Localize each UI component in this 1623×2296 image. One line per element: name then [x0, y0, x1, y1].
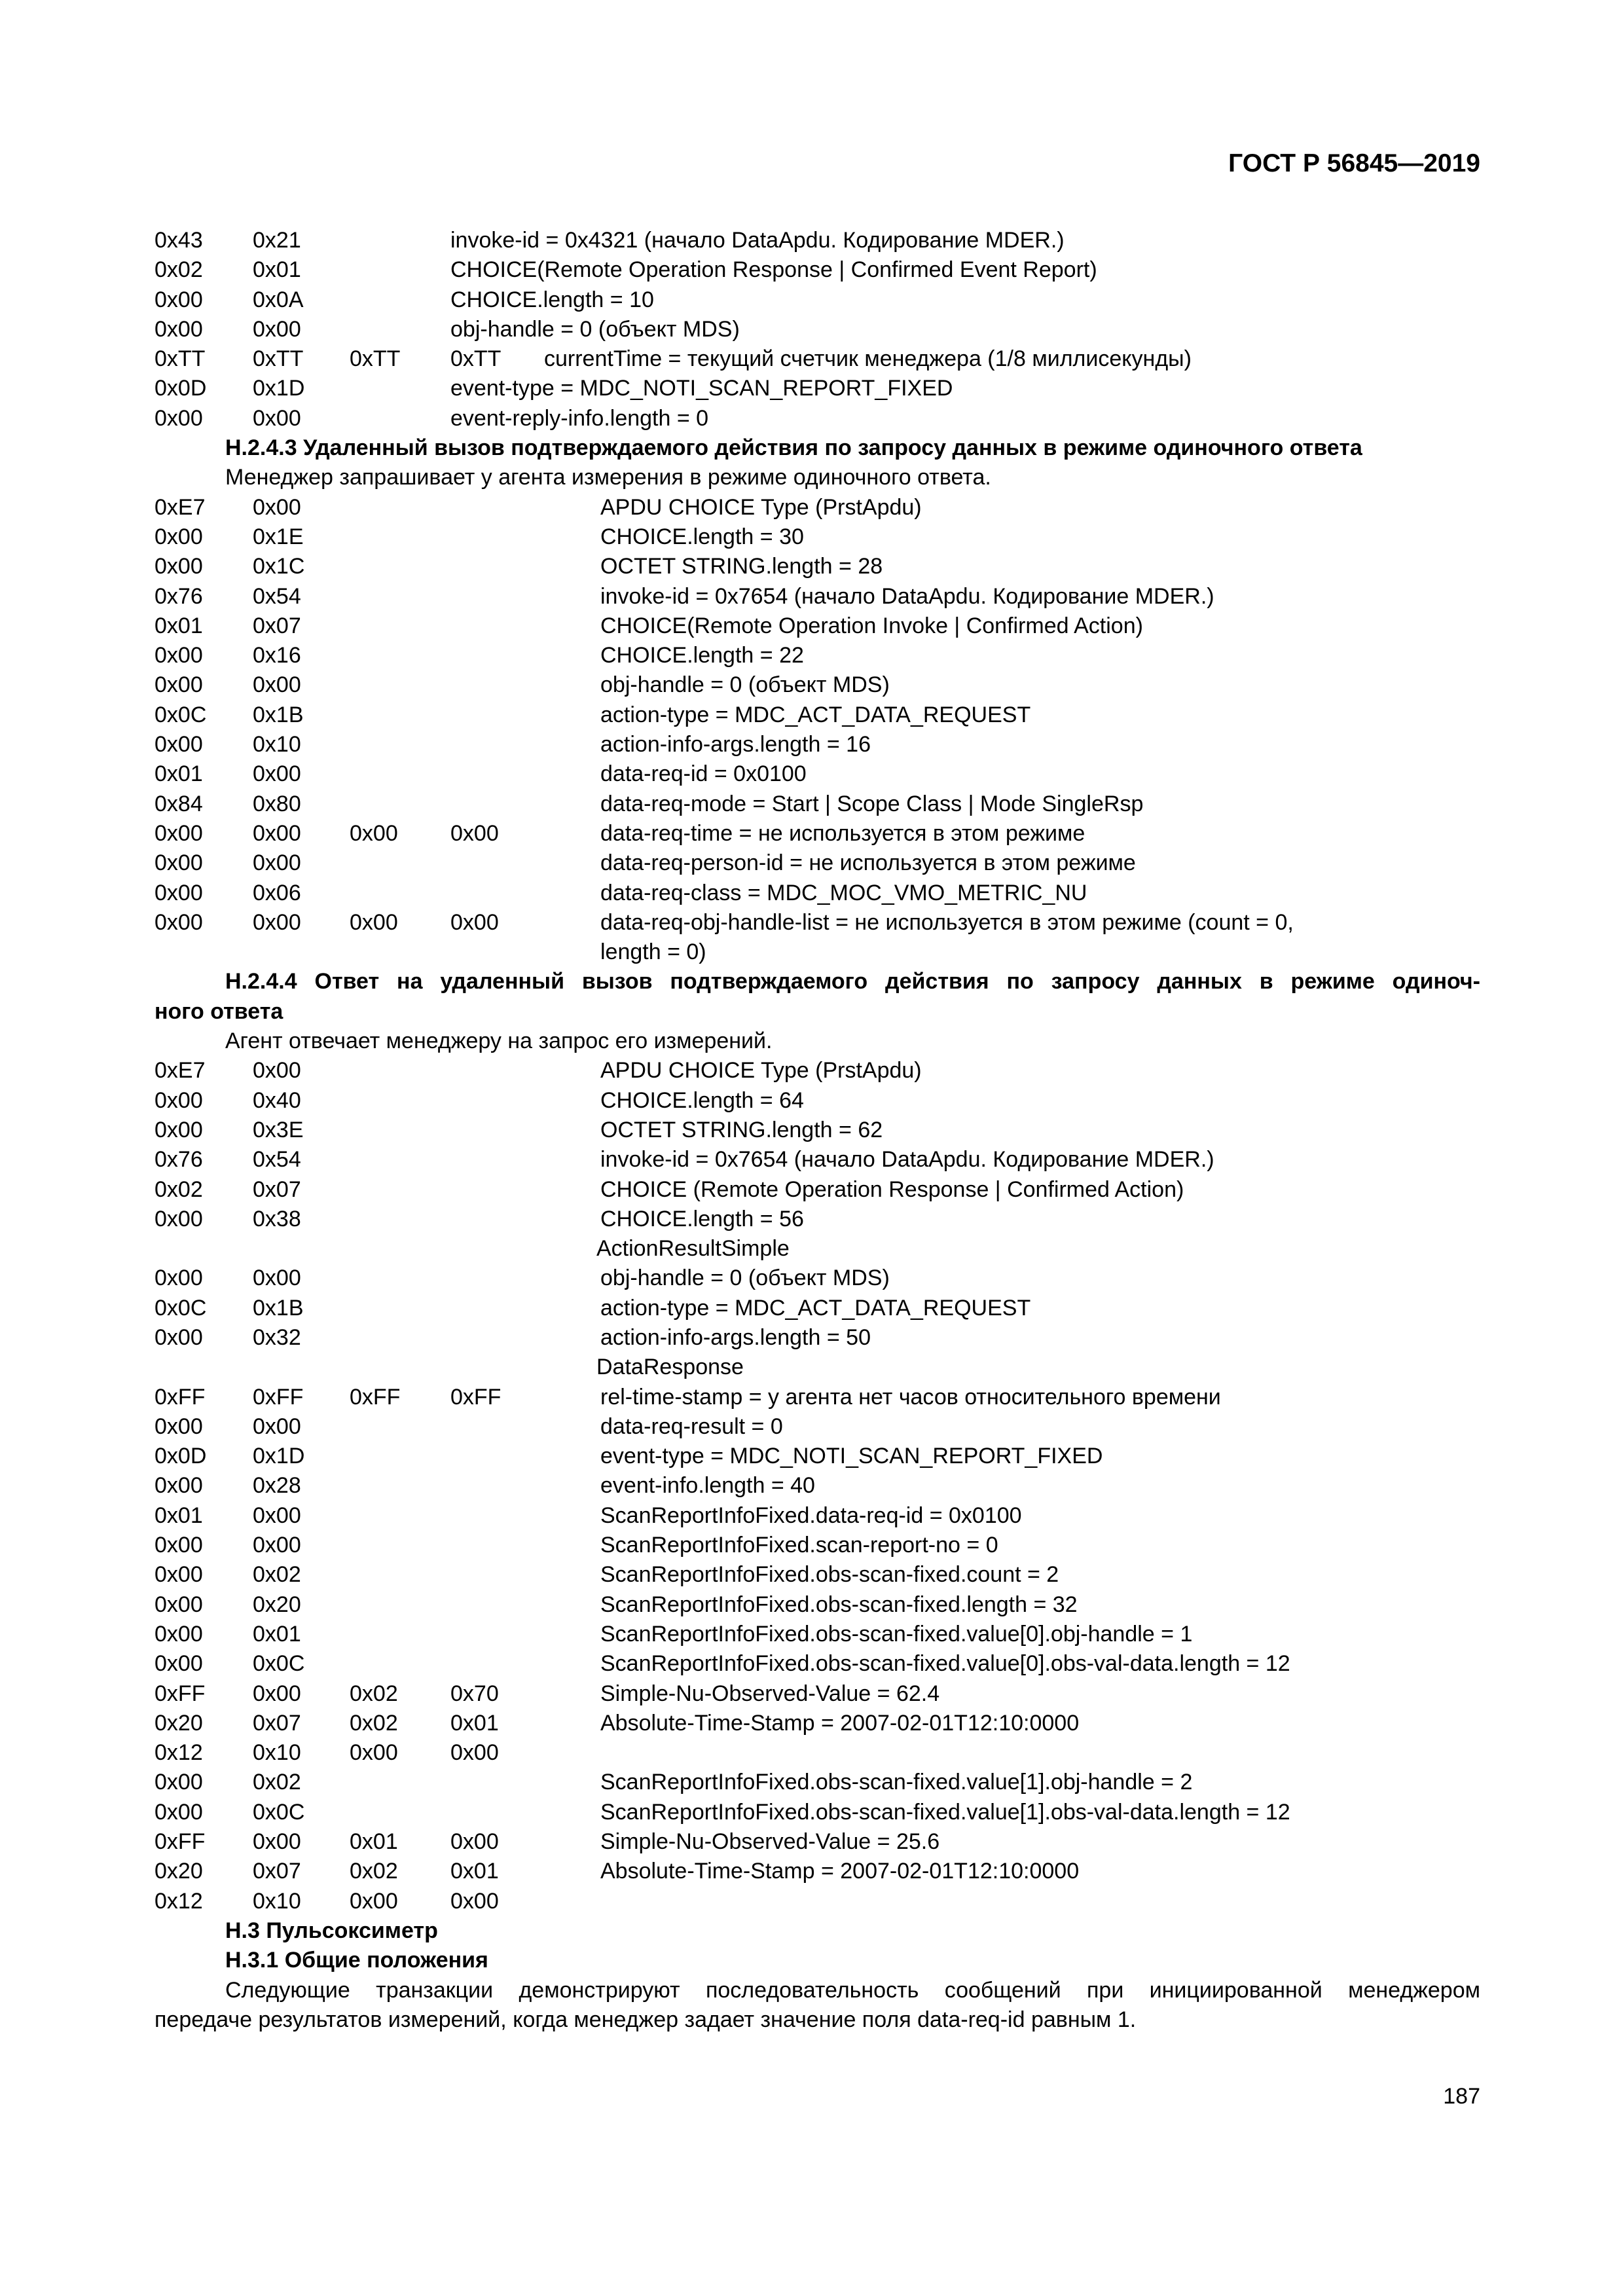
hex-row [155, 374, 1480, 403]
hex-byte-cell: 0x21 [253, 228, 301, 253]
hex-byte-cell: 0x06 [253, 880, 301, 905]
hex-byte-cell: 0xFF [155, 1829, 206, 1855]
hex-row [155, 582, 1480, 611]
hex-byte-cell: 0xFF [253, 1384, 304, 1410]
hex-byte-cell: 0x07 [253, 613, 301, 638]
hex-row [155, 1412, 1480, 1442]
document-header: ГОСТ Р 56845—2019 [1228, 149, 1480, 177]
hex-byte-cell: 0x00 [253, 1058, 301, 1084]
field-description: Absolute-Time-Stamp = 2007-02-01T12:10:0000 [600, 1710, 1080, 1736]
hex-byte-cell: 0x00 [253, 316, 301, 342]
hex-byte-cell: 0xTT [253, 346, 304, 372]
hex-byte-cell: 0x3E [253, 1117, 304, 1142]
hex-byte-cell: 0x00 [155, 1621, 203, 1647]
hex-row [155, 255, 1480, 285]
hex-row [155, 1442, 1480, 1471]
hex-byte-cell: 0x1B [253, 702, 304, 727]
hex-byte-cell: 0x00 [155, 1592, 203, 1617]
hex-row [155, 1798, 1480, 1827]
hex-byte-cell: 0x02 [253, 1562, 301, 1588]
hex-byte-cell: 0x00 [155, 880, 203, 905]
hex-row [155, 1738, 1480, 1768]
field-description: APDU CHOICE Type (PrstApdu) [600, 494, 922, 520]
hex-byte-cell: 0xTT [450, 346, 501, 372]
field-description: data-req-time = не используется в этом режиме [600, 820, 1085, 846]
hex-dump-block-3 [155, 1056, 1480, 1916]
hex-byte-cell: 0x02 [155, 257, 203, 283]
field-description: data-req-obj-handle-list = не используется в этом режиме (count = 0, [600, 909, 1294, 935]
hex-row [155, 1323, 1480, 1353]
hex-row [155, 1264, 1480, 1293]
hex-row [155, 404, 1480, 433]
page-number: 187 [1443, 2084, 1480, 2109]
hex-byte-cell: 0x10 [253, 1740, 301, 1766]
hex-byte-cell: 0x01 [155, 613, 203, 638]
hex-byte-cell: 0xFF [450, 1384, 501, 1410]
hex-byte-cell: 0x40 [253, 1087, 301, 1113]
hex-byte-cell: 0x43 [155, 228, 203, 253]
field-description: invoke-id = 0x7654 (начало DataApdu. Кодирование MDER.) [600, 583, 1214, 609]
hex-row [155, 1620, 1480, 1649]
field-description: ActionResultSimple [596, 1236, 790, 1262]
hex-byte-cell: 0x02 [350, 1859, 398, 1884]
hex-byte-cell: 0x00 [350, 1888, 398, 1914]
field-description: obj-handle = 0 (объект MDS) [600, 1266, 890, 1291]
hex-byte-cell: 0x00 [155, 732, 203, 757]
field-description: action-info-args.length = 16 [600, 732, 871, 757]
hex-byte-cell: 0x00 [253, 909, 301, 935]
field-description: CHOICE.length = 22 [600, 643, 804, 668]
paragraph-line-1: Следующие транзакции демонстрируют последовательность сообщений при инициированной менеджером [225, 1977, 1480, 2003]
hex-row [155, 790, 1480, 819]
hex-byte-cell: 0x01 [450, 1710, 499, 1736]
hex-row [155, 1887, 1480, 1916]
field-description: Simple-Nu-Observed-Value = 25.6 [600, 1829, 940, 1855]
hex-byte-cell: 0x00 [253, 1266, 301, 1291]
hex-row [155, 879, 1480, 908]
hex-byte-cell: 0x20 [253, 1592, 301, 1617]
document-body [155, 226, 1480, 2035]
hex-row [155, 1857, 1480, 1886]
hex-byte-cell: 0x02 [350, 1681, 398, 1706]
hex-byte-cell: 0x02 [350, 1710, 398, 1736]
hex-byte-cell: 0x00 [253, 1829, 301, 1855]
hex-byte-cell: 0x00 [450, 1888, 499, 1914]
field-description: data-req-mode = Start | Scope Class | Mode SingleRsp [600, 791, 1144, 816]
hex-byte-cell: 0x38 [253, 1206, 301, 1231]
hex-row [155, 493, 1480, 522]
hex-byte-cell: 0x76 [155, 1147, 203, 1173]
hex-byte-cell: 0x54 [253, 583, 301, 609]
hex-row [155, 1827, 1480, 1857]
hex-byte-cell: 0x07 [253, 1710, 301, 1736]
hex-byte-cell: 0x1D [253, 1444, 305, 1469]
field-description: OCTET STRING.length = 62 [600, 1117, 883, 1142]
hex-row [155, 1590, 1480, 1620]
hex-row [155, 285, 1480, 315]
section-heading-h243: H.2.4.3 Удаленный вызов подтверждаемого действия по запросу данных в режиме одиночного ответа [225, 435, 1362, 461]
hex-byte-cell: 0x00 [155, 1087, 203, 1113]
field-description: ScanReportInfoFixed.obs-scan-fixed.value[0].obs-val-data.length = 12 [600, 1651, 1290, 1677]
hex-byte-cell: 0x00 [253, 494, 301, 520]
field-description: OCTET STRING.length = 28 [600, 554, 883, 579]
hex-byte-cell: 0x00 [450, 1740, 499, 1766]
hex-byte-cell: 0x76 [155, 583, 203, 609]
hex-byte-cell: 0x00 [155, 1206, 203, 1231]
field-description: DataResponse [596, 1355, 744, 1380]
field-description: event-reply-info.length = 0 [450, 405, 709, 431]
hex-byte-cell: 0x00 [155, 1324, 203, 1350]
hex-byte-cell: 0xE7 [155, 1058, 206, 1084]
field-description: CHOICE.length = 64 [600, 1087, 804, 1113]
hex-byte-cell: 0x00 [253, 820, 301, 846]
hex-byte-cell: 0x0D [155, 1444, 207, 1469]
section-heading-h244-line2: ного ответа [155, 998, 283, 1024]
hex-byte-cell: 0x01 [155, 761, 203, 787]
field-description: length = 0) [600, 939, 706, 965]
hex-byte-cell: 0xE7 [155, 494, 206, 520]
hex-row [155, 759, 1480, 789]
hex-byte-cell: 0x20 [155, 1710, 203, 1736]
field-description: event-type = MDC_NOTI_SCAN_REPORT_FIXED [600, 1444, 1103, 1469]
field-description: CHOICE(Remote Operation Invoke | Confirmed Action) [600, 613, 1143, 638]
hex-byte-cell: 0x0C [155, 1295, 207, 1321]
hex-byte-cell: 0x00 [155, 1266, 203, 1291]
hex-byte-cell: 0x00 [155, 672, 203, 698]
hex-byte-cell: 0xTT [155, 346, 206, 372]
hex-row [155, 1145, 1480, 1175]
hex-byte-cell: 0x70 [450, 1681, 499, 1706]
hex-byte-cell: 0xFF [155, 1384, 206, 1410]
hex-row [155, 1531, 1480, 1560]
hex-dump-block-2 [155, 493, 1480, 968]
hex-row [155, 1205, 1480, 1234]
hex-byte-cell: 0x16 [253, 643, 301, 668]
field-description: Absolute-Time-Stamp = 2007-02-01T12:10:0000 [600, 1859, 1080, 1884]
hex-byte-cell: 0x01 [450, 1859, 499, 1884]
field-description: data-req-result = 0 [600, 1413, 783, 1439]
hex-row [155, 1056, 1480, 1085]
field-description: ScanReportInfoFixed.obs-scan-fixed.value[1].obs-val-data.length = 12 [600, 1799, 1290, 1825]
field-description: ScanReportInfoFixed.scan-report-no = 0 [600, 1533, 998, 1558]
hex-byte-cell: 0x00 [350, 909, 398, 935]
hex-byte-cell: 0x00 [253, 1413, 301, 1439]
hex-byte-cell: 0x0D [155, 376, 207, 401]
hex-row [155, 819, 1480, 848]
hex-byte-cell: 0x00 [450, 820, 499, 846]
hex-byte-cell: 0x00 [450, 1829, 499, 1855]
hex-byte-cell: 0x12 [155, 1888, 203, 1914]
hex-byte-cell: 0x20 [155, 1859, 203, 1884]
hex-row [155, 1383, 1480, 1412]
hex-byte-cell: 0x00 [155, 1533, 203, 1558]
hex-byte-cell: 0x00 [155, 1651, 203, 1677]
hex-byte-cell: 0x00 [253, 672, 301, 698]
field-description: obj-handle = 0 (объект MDS) [600, 672, 890, 698]
hex-byte-cell: 0x1E [253, 524, 304, 549]
field-description: event-info.length = 40 [600, 1473, 815, 1499]
field-description: action-info-args.length = 50 [600, 1324, 871, 1350]
hex-byte-cell: 0xFF [350, 1384, 401, 1410]
hex-byte-cell: 0x0A [253, 287, 304, 312]
hex-byte-cell: 0x07 [253, 1176, 301, 1202]
section-heading-h244 [155, 967, 1480, 1027]
field-description: CHOICE(Remote Operation Response | Confirmed Event Report) [450, 257, 1097, 283]
field-description: ScanReportInfoFixed.obs-scan-fixed.value[0].obj-handle = 1 [600, 1621, 1193, 1647]
hex-byte-cell: 0x01 [350, 1829, 398, 1855]
hex-row [155, 1679, 1480, 1709]
field-description: data-req-class = MDC_MOC_VMO_METRIC_NU [600, 880, 1087, 905]
hex-byte-cell: 0x00 [253, 405, 301, 431]
hex-byte-cell: 0x00 [155, 643, 203, 668]
hex-byte-cell: 0x02 [253, 1770, 301, 1795]
hex-row [155, 611, 1480, 641]
hex-row [155, 1116, 1480, 1145]
field-description: CHOICE.length = 30 [600, 524, 804, 549]
section-heading-h244-line1: H.2.4.4 Ответ на удаленный вызов подтверждаемого действия по запросу данных в режиме одиноч- [225, 969, 1480, 994]
hex-byte-cell: 0x00 [450, 909, 499, 935]
hex-byte-cell: 0x1B [253, 1295, 304, 1321]
field-description: action-type = MDC_ACT_DATA_REQUEST [600, 1295, 1031, 1321]
section-paragraph-h31 [155, 1976, 1480, 2035]
hex-row [155, 1560, 1480, 1590]
hex-byte-cell: 0x00 [155, 405, 203, 431]
hex-byte-cell: 0x00 [253, 1681, 301, 1706]
hex-byte-cell: 0x32 [253, 1324, 301, 1350]
hex-row [155, 1294, 1480, 1323]
section-heading-h3: H.3 Пульсоксиметр [225, 1918, 438, 1943]
hex-row [155, 1709, 1480, 1738]
hex-row [155, 938, 1480, 967]
hex-byte-cell: 0x00 [155, 1413, 203, 1439]
hex-byte-cell: 0x80 [253, 791, 301, 816]
field-description: APDU CHOICE Type (PrstApdu) [600, 1058, 922, 1084]
hex-byte-cell: 0x00 [155, 1799, 203, 1825]
hex-row [155, 315, 1480, 344]
hex-row [155, 226, 1480, 255]
hex-byte-cell: 0x84 [155, 791, 203, 816]
hex-byte-cell: 0x02 [155, 1176, 203, 1202]
hex-byte-cell: 0x00 [155, 1473, 203, 1499]
hex-byte-cell: 0x0C [253, 1651, 305, 1677]
field-description: CHOICE.length = 56 [600, 1206, 804, 1231]
hex-byte-cell: 0x00 [155, 554, 203, 579]
section-heading-h31: H.3.1 Общие положения [225, 1948, 488, 1973]
hex-byte-cell: 0x0C [253, 1799, 305, 1825]
hex-byte-cell: 0xTT [350, 346, 401, 372]
hex-row [155, 848, 1480, 878]
hex-byte-cell: 0x00 [155, 287, 203, 312]
hex-row [155, 1086, 1480, 1116]
hex-byte-cell: 0xFF [155, 1681, 206, 1706]
field-description: invoke-id = 0x7654 (начало DataApdu. Кодирование MDER.) [600, 1147, 1214, 1173]
section-intro-h244: Агент отвечает менеджеру на запрос его измерений. [225, 1029, 773, 1054]
hex-row [155, 1649, 1480, 1679]
hex-row [155, 641, 1480, 670]
hex-byte-cell: 0x00 [155, 524, 203, 549]
hex-byte-cell: 0x0C [155, 702, 207, 727]
hex-byte-cell: 0x00 [253, 850, 301, 876]
hex-byte-cell: 0x00 [253, 761, 301, 787]
hex-byte-cell: 0x12 [155, 1740, 203, 1766]
field-description: Simple-Nu-Observed-Value = 62.4 [600, 1681, 940, 1706]
hex-row [155, 1353, 1480, 1382]
hex-row [155, 670, 1480, 700]
hex-row [155, 1471, 1480, 1501]
hex-byte-cell: 0x00 [155, 1562, 203, 1588]
field-description: CHOICE (Remote Operation Response | Confirmed Action) [600, 1176, 1184, 1202]
field-description: invoke-id = 0x4321 (начало DataApdu. Кодирование MDER.) [450, 228, 1065, 253]
hex-byte-cell: 0x10 [253, 1888, 301, 1914]
hex-byte-cell: 0x1C [253, 554, 305, 579]
hex-byte-cell: 0x1D [253, 376, 305, 401]
hex-row [155, 730, 1480, 759]
hex-byte-cell: 0x00 [155, 1770, 203, 1795]
section-intro-h243: Менеджер запрашивает у агента измерения в режиме одиночного ответа. [225, 465, 991, 490]
field-description: ScanReportInfoFixed.obs-scan-fixed.value[1].obj-handle = 2 [600, 1770, 1193, 1795]
field-description: ScanReportInfoFixed.obs-scan-fixed.length = 32 [600, 1592, 1078, 1617]
hex-byte-cell: 0x00 [155, 820, 203, 846]
hex-byte-cell: 0x00 [155, 909, 203, 935]
paragraph-line-2: передаче результатов измерений, когда менеджер задает значение поля data-req-id равным 1. [155, 2007, 1137, 2032]
field-description: obj-handle = 0 (объект MDS) [450, 316, 740, 342]
field-description: rel-time-stamp = у агента нет часов относительного времени [600, 1384, 1221, 1410]
field-description: action-type = MDC_ACT_DATA_REQUEST [600, 702, 1031, 727]
hex-row [155, 1234, 1480, 1264]
hex-row [155, 552, 1480, 581]
hex-byte-cell: 0x00 [253, 1533, 301, 1558]
hex-byte-cell: 0x01 [253, 1621, 301, 1647]
field-description: data-req-id = 0x0100 [600, 761, 807, 787]
hex-byte-cell: 0x00 [155, 1117, 203, 1142]
hex-row [155, 701, 1480, 730]
field-description: ScanReportInfoFixed.obs-scan-fixed.count = 2 [600, 1562, 1059, 1588]
hex-byte-cell: 0x00 [350, 820, 398, 846]
hex-row [155, 908, 1480, 938]
hex-byte-cell: 0x00 [155, 316, 203, 342]
hex-byte-cell: 0x00 [350, 1740, 398, 1766]
field-description: ScanReportInfoFixed.data-req-id = 0x0100 [600, 1503, 1022, 1528]
field-description: CHOICE.length = 10 [450, 287, 654, 312]
hex-dump-block-1 [155, 226, 1480, 433]
hex-byte-cell: 0x28 [253, 1473, 301, 1499]
hex-byte-cell: 0x00 [253, 1503, 301, 1528]
hex-byte-cell: 0x10 [253, 732, 301, 757]
hex-byte-cell: 0x01 [253, 257, 301, 283]
hex-byte-cell: 0x07 [253, 1859, 301, 1884]
hex-row [155, 522, 1480, 552]
field-description: event-type = MDC_NOTI_SCAN_REPORT_FIXED [450, 376, 953, 401]
hex-row [155, 1175, 1480, 1205]
field-description: data-req-person-id = не используется в этом режиме [600, 850, 1136, 876]
hex-byte-cell: 0x01 [155, 1503, 203, 1528]
hex-byte-cell: 0x00 [155, 850, 203, 876]
hex-row [155, 1501, 1480, 1531]
hex-row [155, 344, 1480, 374]
field-description: currentTime = текущий счетчик менеджера (1/8 миллисекунды) [544, 346, 1192, 372]
hex-row [155, 1768, 1480, 1797]
hex-byte-cell: 0x54 [253, 1147, 301, 1173]
